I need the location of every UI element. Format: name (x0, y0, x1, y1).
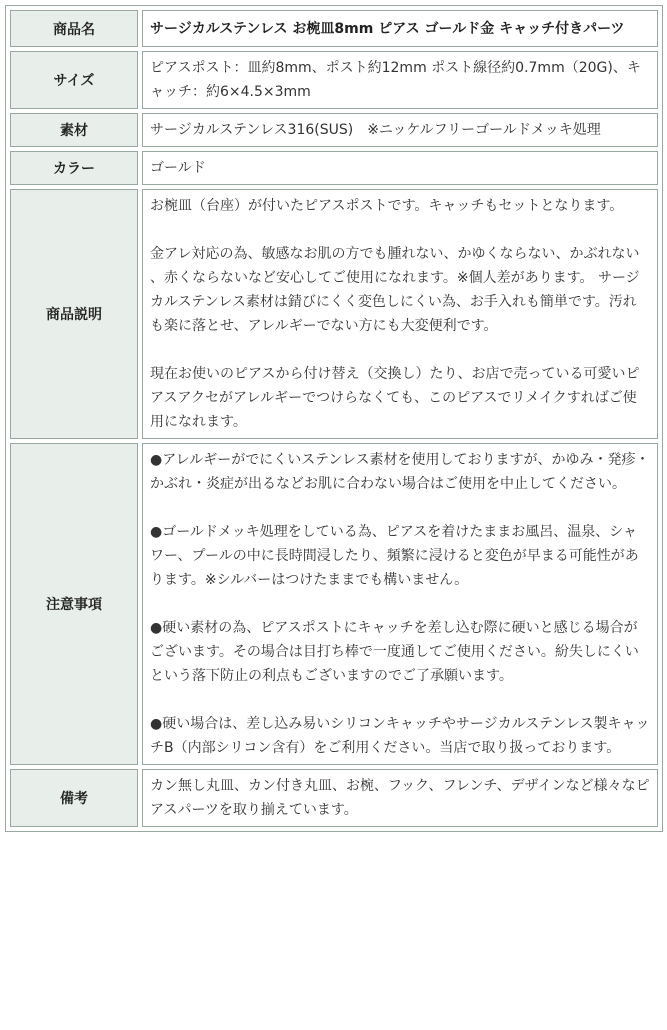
notes-paragraph: ●アレルギーがでにくいステンレス素材を使用しておりますが、かゆみ・発疹・かぶれ・炎症が出るなどお肌に合わない場合はご使用を中止してください。 (150, 452, 650, 492)
notes-paragraph: ●硬い場合は、差し込み易いシリコンキャッチやサージカルステンレス製キャッチB（内部シリコン含有）をご利用ください。当店で取り扱っております。 (150, 716, 650, 756)
row-label-remarks: 備考 (10, 769, 138, 827)
description-paragraph: お椀皿（台座）が付いたピアスポストです。キャッチもセットとなります。 (150, 198, 624, 214)
spec-row-remarks (10, 769, 658, 827)
notes-cell (142, 443, 658, 765)
description-paragraph: 金アレ対応の為、敏感なお肌の方でも腫れない、かゆくならない、かぶれない、赤くならないなど安心してご使用になれます。※個人差があります。 サージカルステンレス素材は錆びにくく変色しにくい為、お手入れも簡単です。汚れも楽に落とせ、アレルギーでない方にも大変便利です。 (150, 246, 640, 334)
material-value: サージカルステンレス316(SUS) ※ニッケルフリーゴールドメッキ処理 (142, 113, 658, 147)
size-value: ピアスポスト：皿約8mm、ポスト約12mm ポスト線径約0.7mm（20G)、キャッチ：約6×4.5×3mm (142, 51, 658, 109)
row-label-color: カラー (10, 151, 138, 185)
row-label-description: 商品説明 (10, 189, 138, 439)
spec-row-size (10, 51, 658, 109)
spec-row-notes (10, 443, 658, 765)
row-label-name: 商品名 (10, 10, 138, 47)
row-label-notes: 注意事項 (10, 443, 138, 765)
notes-paragraph: ●硬い素材の為、ピアスポストにキャッチを差し込む際に硬いと感じる場合がございます。その場合は目打ち棒で一度通してご使用ください。紛失しにくいという落下防止の利点もございますのでご了承願います。 (150, 620, 639, 684)
remarks-value: カン無し丸皿、カン付き丸皿、お椀、フック、フレンチ、デザインなど様々なピアスパーツを取り揃えています。 (142, 769, 658, 827)
spec-row-description (10, 189, 658, 439)
color-value: ゴールド (142, 151, 658, 185)
row-label-material: 素材 (10, 113, 138, 147)
notes-paragraph: ●ゴールドメッキ処理をしている為、ピアスを着けたままお風呂、温泉、シャワー、プールの中に長時間浸したり、頻繁に浸けると変色が早まる可能性があります。※シルバーはつけたままでも構いません。 (150, 524, 639, 588)
product-spec-table (5, 5, 663, 832)
product-name-value: サージカルステンレス お椀皿8mm ピアス ゴールド金 キャッチ付きパーツ (142, 10, 658, 47)
spec-row-color (10, 151, 658, 185)
description-cell (142, 189, 658, 439)
spec-row-material (10, 113, 658, 147)
spec-row-name (10, 10, 658, 47)
description-paragraph: 現在お使いのピアスから付け替え（交換し）たり、お店で売っている可愛いピアスアクセがアレルギーでつけらなくても、このピアスでリメイクすればご使用になれます。 (150, 366, 640, 430)
row-label-size: サイズ (10, 51, 138, 109)
